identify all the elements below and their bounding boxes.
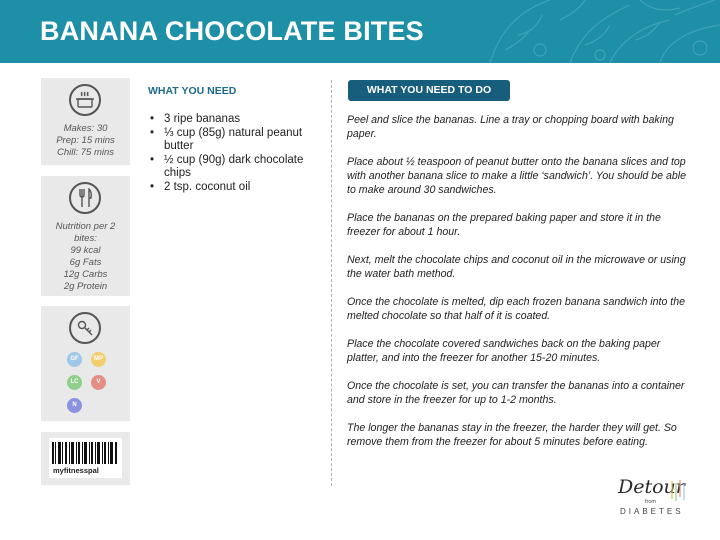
ingredient-item: • ⅓ cup (85g) natural peanut butter <box>148 127 318 154</box>
method-steps <box>347 113 687 463</box>
key-icon <box>69 312 101 344</box>
chill-time: Chill: 75 mins <box>56 147 115 158</box>
badge-lc: LC <box>67 375 82 390</box>
method-step: Place the chocolate covered sandwiches back on the baking paper platter, and into the freezer for another 15-20 minutes. <box>347 338 661 364</box>
method-step: Next, melt the chocolate chips and coconut oil in the microwave or using the water bath method. <box>347 254 686 280</box>
diet-key-card <box>41 306 130 421</box>
method-step: Once the chocolate is melted, dip each frozen banana sandwich into the melted chocolate so that half of it is coated. <box>347 296 686 322</box>
column-divider <box>331 80 332 486</box>
prep-time: Prep: 15 mins <box>56 135 115 146</box>
ingredient-item: • 3 ripe bananas <box>148 113 318 127</box>
badge-mp: MP <box>91 352 106 367</box>
nutrition-kcal: 99 kcal <box>70 245 101 256</box>
nutrition-protein: 2g Protein <box>63 281 108 292</box>
leaf-pattern <box>460 0 720 63</box>
nutrition-card <box>41 176 130 296</box>
method-step: The longer the bananas stay in the freezer, the harder they will get. So remove them from the freezer for about 5 minutes before eating. <box>347 422 677 448</box>
barcode-icon <box>49 440 122 466</box>
nutrition-fats: 6g Fats <box>69 257 102 268</box>
makes-value: Makes: 30 <box>63 123 108 134</box>
method-step: Place about ½ teaspoon of peanut butter onto the banana slices and top with another banana slice to make a little ‘sandwich’. You should be able to make around 30 sandwiches. <box>347 156 687 196</box>
badge-n: N <box>67 398 82 413</box>
ingredient-item: • 2 tsp. coconut oil <box>148 181 318 195</box>
nutrition-carbs: 12g Carbs <box>63 269 108 280</box>
ingredients-list <box>148 113 318 194</box>
ingredients-heading: WHAT YOU NEED <box>148 85 237 97</box>
cooking-pot-icon <box>69 84 101 116</box>
servings-card <box>41 78 130 165</box>
myfitnesspal-barcode-card[interactable] <box>41 432 130 485</box>
myfitnesspal-label: myfitnesspal <box>53 466 99 475</box>
recipe-title: BANANA CHOCOLATE BITES <box>40 16 424 46</box>
badge-v: V <box>91 375 106 390</box>
nutrition-heading: Nutrition per 2 bites: <box>55 221 116 244</box>
logo-word: Detour <box>618 476 685 498</box>
logo-sub: DIABETES <box>620 507 684 516</box>
ingredient-item: • ½ cup (90g) dark chocolate chips <box>148 154 318 181</box>
fork-knife-icon <box>69 182 101 214</box>
method-heading: WHAT YOU NEED TO DO <box>348 80 510 101</box>
method-step: Peel and slice the bananas. Line a tray or chopping board with baking paper. <box>347 114 674 140</box>
logo-from: from <box>645 499 656 505</box>
method-step: Once the chocolate is set, you can transfer the bananas into a container and store in the freezer for up to 1-2 months. <box>347 380 685 406</box>
method-step: Place the bananas on the prepared baking paper and store it in the freezer for about 1 hour. <box>347 212 661 238</box>
header-banner <box>0 0 720 63</box>
barcode-panel <box>49 438 122 478</box>
badge-gf: GF <box>67 352 82 367</box>
logo-accent-icon <box>668 479 690 501</box>
detour-from-diabetes-logo <box>614 476 692 520</box>
